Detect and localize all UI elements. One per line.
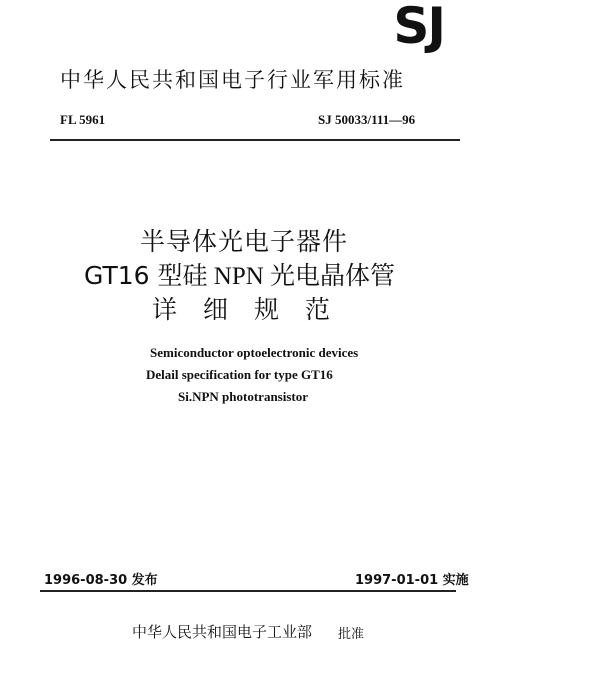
approval-label: 批准 <box>338 627 365 642</box>
title-line-3 <box>152 290 356 326</box>
title-line-2-suffix: 光电晶体管 <box>270 261 396 290</box>
header-divider <box>50 139 460 141</box>
english-title-line-1: Semiconductor optoelectronic devices <box>150 345 359 360</box>
english-title-line-3: Si.NPN phototransistor <box>178 389 309 404</box>
title-line-2-prefix: GT16 型硅 <box>84 261 208 290</box>
title-char: 范 <box>305 295 331 324</box>
issuing-authority: 中华人民共和国电子工业部 <box>132 623 313 641</box>
title-char: 详 <box>152 295 178 324</box>
title-char: 规 <box>254 295 280 324</box>
english-title-line-2: Delail specification for type GT16 <box>146 367 333 382</box>
title-line-2 <box>84 256 395 292</box>
footer-divider <box>40 590 456 592</box>
classification-code: FL 5961 <box>60 112 106 127</box>
title-char: 细 <box>203 295 229 324</box>
title-line-1: 半导体光电子器件 <box>140 227 349 256</box>
standard-category-title: 中华人民共和国电子行业军用标准 <box>60 68 405 92</box>
issue-date: 1996-08-30 发布 <box>44 573 158 588</box>
standard-number: SJ 50033/111—96 <box>318 112 416 127</box>
sj-logo: SJ <box>393 0 444 55</box>
effective-date: 1997-01-01 实施 <box>355 573 469 588</box>
title-line-2-mid: NPN <box>207 263 271 290</box>
